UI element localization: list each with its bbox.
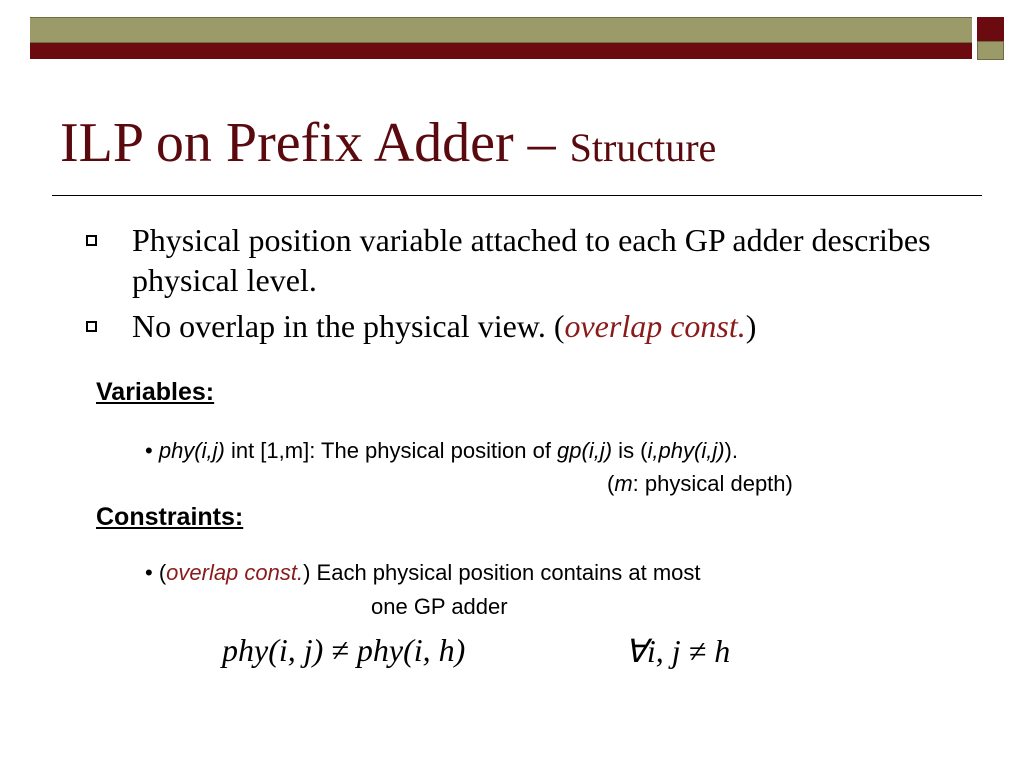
top-decorative-bar xyxy=(30,17,972,59)
var-gp: gp(i,j) xyxy=(557,438,613,463)
constraints-line2: one GP adder xyxy=(371,594,508,619)
bullet-text-end: ) xyxy=(745,308,757,344)
var-type-text: int [1,m]: The physical position of xyxy=(224,438,558,463)
bullet-list xyxy=(82,220,982,352)
slide-title-sub: Structure xyxy=(569,125,717,170)
formula-lhs xyxy=(222,632,465,669)
variables-heading: Variables: xyxy=(96,378,215,406)
bullet-text: No overlap in the physical view. ( xyxy=(132,308,565,344)
constraints-line1 xyxy=(145,560,701,586)
var-name: phy(i,j) xyxy=(158,438,225,463)
top-bar-maroon-stripe xyxy=(30,43,972,59)
title-divider xyxy=(52,195,982,196)
bullet-item xyxy=(82,306,982,346)
corner-square-olive xyxy=(977,41,1004,60)
constraint-rest: ) Each physical position contains at most xyxy=(303,560,701,585)
slide-title xyxy=(60,112,717,174)
bullet-mark: • xyxy=(145,438,159,463)
note-open: ( xyxy=(607,471,615,496)
constraints-heading: Constraints: xyxy=(96,503,244,531)
var-pos: i,phy(i,j) xyxy=(647,438,725,463)
variables-line xyxy=(145,438,738,464)
square-bullet-icon xyxy=(86,321,97,332)
formula-rhs xyxy=(625,632,730,670)
corner-square-maroon xyxy=(977,17,1004,41)
bullet-text: Physical position variable attached to each GP adder describes physical level. xyxy=(132,222,931,298)
bullet-emphasis: overlap const. xyxy=(564,308,746,344)
note-rest: : physical depth) xyxy=(632,471,793,496)
var-end-text: ). xyxy=(724,438,738,463)
variables-note xyxy=(607,471,793,497)
square-bullet-icon xyxy=(86,235,97,246)
formula-lhs-text: phy(i, j) ≠ phy(i, h) xyxy=(222,632,466,668)
constraint-emphasis: overlap const. xyxy=(166,560,304,585)
bullet-mark: • ( xyxy=(145,560,167,585)
note-m: m xyxy=(614,471,633,496)
var-is-text: is ( xyxy=(612,438,648,463)
bullet-item xyxy=(82,220,982,300)
formula-rhs-text: ∀i, j ≠ h xyxy=(625,633,731,669)
top-bar-olive-stripe xyxy=(30,17,972,43)
slide-title-main: ILP on Prefix Adder – xyxy=(60,112,570,174)
